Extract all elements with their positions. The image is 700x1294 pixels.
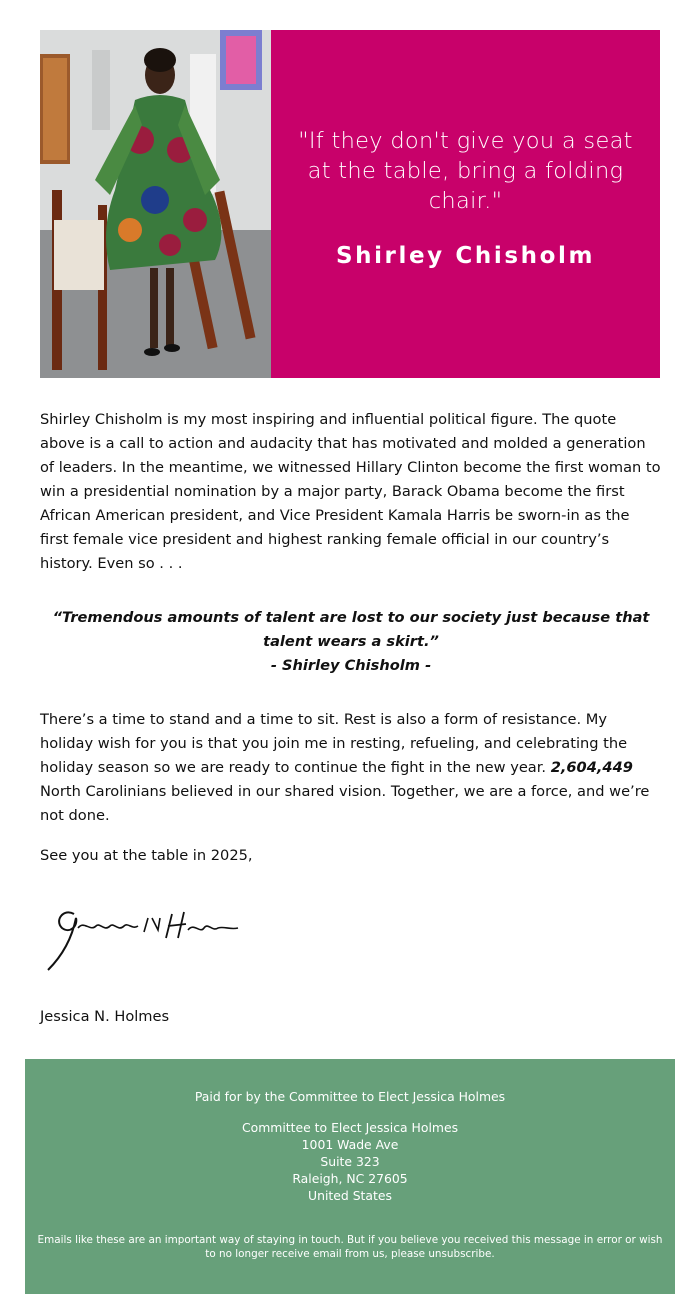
- unsubscribe-note[interactable]: Emails like these are an important way of staying in touch. But if you believe you received this message in error or wish to no longer receive email from us, please unsubscribe.: [37, 1234, 663, 1260]
- address-org: Committee to Elect Jessica Holmes: [241, 1120, 459, 1135]
- intro-paragraph: Shirley Chisholm is my most inspiring and influential political figure. The quote above is a call to action and audacity that has motivated and molded a generation of leaders. In the meantime, we witnessed Hillary Clinton become the first woman to win a presidential nomination by a major party, Barack Obama become the first African American president, and Vice President Kamala Harris be sworn-in as the first female vice president and highest ranking female official in our country’s history. Even so . . .: [40, 411, 661, 572]
- closing-line: See you at the table in 2025,: [40, 847, 253, 864]
- featured-quote-text: “Tremendous amounts of talent are lost to our society just because that talent wears a skirt.”: [52, 609, 650, 650]
- featured-quote: [40, 606, 662, 678]
- voter-count: 2,604,449: [550, 759, 633, 776]
- featured-quote-attribution: - Shirley Chisholm -: [270, 657, 432, 674]
- mailing-address: [25, 1119, 675, 1204]
- address-country: United States: [308, 1188, 392, 1203]
- address-city: Raleigh, NC 27605: [292, 1171, 408, 1186]
- signer-name: Jessica N. Holmes: [40, 1008, 170, 1025]
- quote-panel: [271, 30, 660, 378]
- message-text-part1: There’s a time to stand and a time to sit. Rest is also a form of resistance. My holiday wish for you is that you join me in resting, refueling, and celebrating the holiday season so we are ready to continue the fight in the new year.: [40, 711, 628, 776]
- message-text-part2: North Carolinians believed in our shared vision. Together, we are a force, and we’re not done.: [40, 783, 650, 824]
- signature-drawing: [44, 898, 244, 978]
- hero-quote: "If they don't give you a seat at the table, bring a folding chair.": [298, 128, 633, 214]
- email-footer: [25, 1059, 675, 1294]
- address-street: 1001 Wade Ave: [301, 1137, 399, 1152]
- paid-for-disclaimer: Paid for by the Committee to Elect Jessica Holmes: [194, 1089, 506, 1104]
- hero-banner: [40, 30, 660, 378]
- address-suite: Suite 323: [320, 1154, 380, 1169]
- signature-image: [44, 898, 244, 978]
- message-paragraph: [40, 708, 662, 828]
- hero-quote-author: Shirley Chisholm: [335, 243, 596, 269]
- portrait-illustration: [40, 30, 271, 378]
- portrait-photo: [40, 30, 271, 378]
